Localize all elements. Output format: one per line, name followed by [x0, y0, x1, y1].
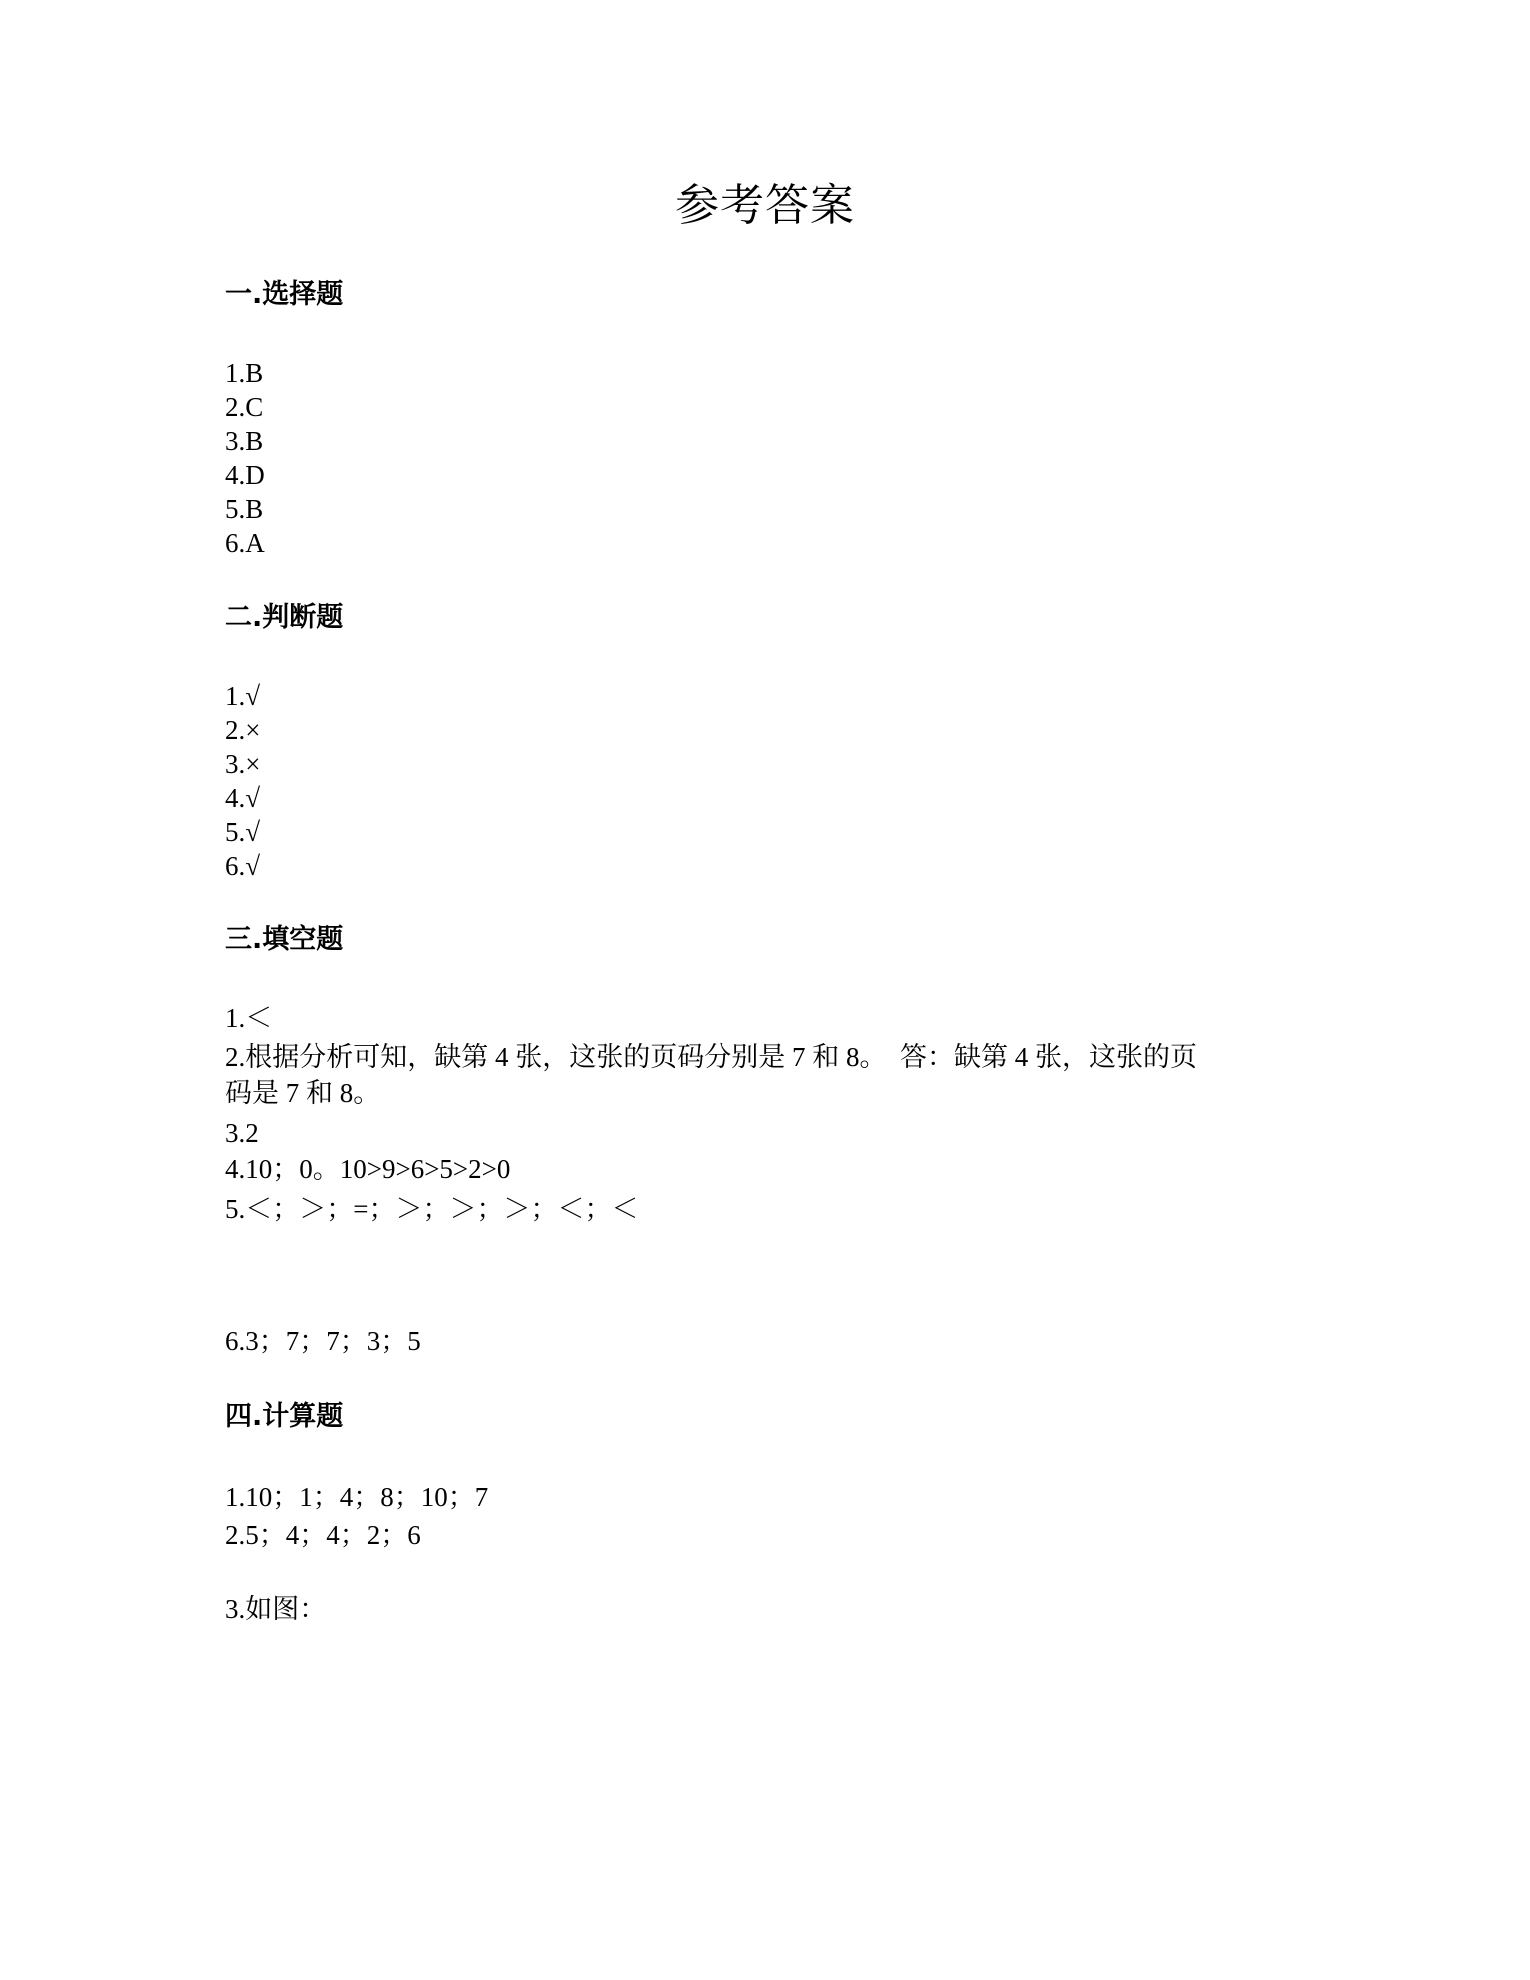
answer-line: 4.√	[225, 783, 261, 813]
answer-line: 4.D	[225, 460, 265, 490]
answer-line: 2.×	[225, 715, 261, 745]
answer-line: 2.C	[225, 392, 264, 422]
section-heading-multiple-choice: 一.选择题	[225, 279, 344, 310]
section-heading-calculation: 四.计算题	[225, 1401, 344, 1432]
answer-line: 2.根据分析可知，缺第 4 张，这张的页码分别是 7 和 8。 答：缺第 4 张，这张的页	[225, 1042, 1197, 1072]
answer-line: 3.×	[225, 749, 261, 779]
answer-line: 5.＜；＞；=；＞；＞；＞；＜；＜	[225, 1194, 639, 1224]
section-heading-fill-in-blank: 三.填空题	[225, 924, 344, 955]
answer-line: 6.A	[225, 528, 265, 558]
answer-line: 码是 7 和 8。	[225, 1078, 381, 1108]
answer-line: 6.√	[225, 851, 261, 881]
answer-line: 6.3；7；7；3；5	[225, 1326, 421, 1356]
answer-line: 3.2	[225, 1118, 259, 1148]
section-heading-true-false: 二.判断题	[225, 602, 344, 633]
answer-line: 1.10；1；4；8；10；7	[225, 1482, 489, 1512]
answer-line: 1.B	[225, 358, 264, 388]
answer-line: 1.√	[225, 681, 261, 711]
answer-line: 5.B	[225, 494, 264, 524]
answer-line: 2.5；4；4；2；6	[225, 1520, 421, 1550]
answer-line: 3.B	[225, 426, 264, 456]
answer-line: 1.＜	[225, 1003, 273, 1033]
page-title: 参考答案	[675, 180, 855, 231]
answer-line: 3.如图：	[225, 1594, 327, 1624]
answer-line: 5.√	[225, 817, 261, 847]
answer-line: 4.10；0。10>9>6>5>2>0	[225, 1154, 511, 1184]
